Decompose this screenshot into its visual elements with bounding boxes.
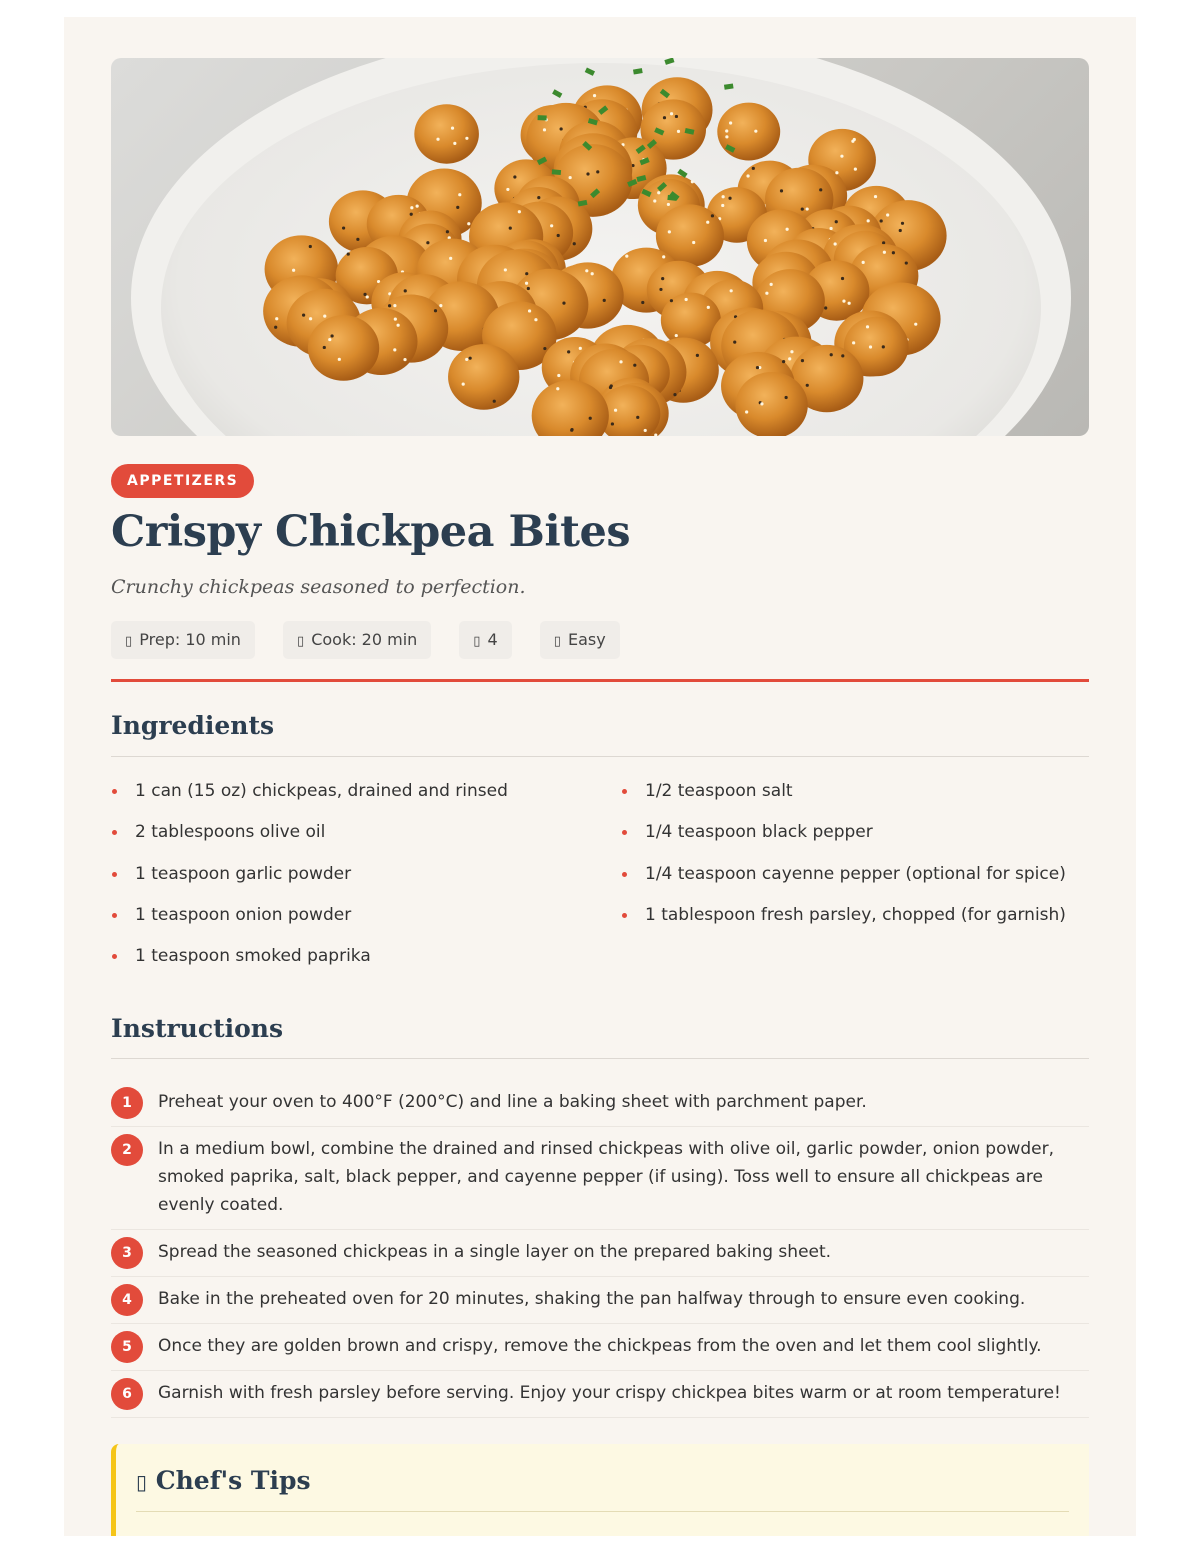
seasoning-speck [668, 230, 671, 233]
seasoning-speck [657, 191, 660, 194]
tips-divider [136, 1511, 1069, 1512]
seasoning-speck [338, 358, 341, 361]
seasoning-speck [667, 203, 670, 206]
seasoning-speck [905, 261, 908, 264]
seasoning-speck [725, 135, 728, 138]
seasoning-speck [782, 360, 785, 363]
seasoning-speck [691, 180, 694, 183]
seasoning-speck [302, 313, 305, 316]
seasoning-speck [659, 288, 662, 291]
chickpea [735, 372, 807, 436]
seasoning-speck [662, 255, 665, 258]
seasoning-speck [745, 410, 748, 413]
seasoning-speck [603, 299, 606, 302]
seasoning-speck [586, 172, 589, 175]
seasoning-speck [842, 300, 845, 303]
seasoning-speck [543, 128, 546, 131]
seasoning-speck [829, 227, 832, 230]
seasoning-speck [675, 334, 678, 337]
chefs-tips-box [111, 1444, 1089, 1536]
seasoning-speck [663, 116, 666, 119]
seasoning-speck [854, 168, 857, 171]
seasoning-speck [493, 400, 496, 403]
seasoning-speck [722, 195, 725, 198]
instruction-step [111, 1371, 1089, 1418]
ingredient-item: 1 tablespoon fresh parsley, chopped (for garnish) [621, 903, 1101, 944]
cook-time [283, 621, 431, 659]
recipe-meta [111, 621, 620, 659]
instruction-step [111, 1127, 1089, 1230]
instruction-step [111, 1080, 1089, 1127]
seasoning-speck [579, 347, 582, 350]
seasoning-speck [465, 358, 468, 361]
ingredient-item: 1/4 teaspoon cayenne pepper (optional for spice) [621, 862, 1101, 903]
seasoning-speck [292, 269, 295, 272]
step-number: 3 [111, 1237, 143, 1269]
seasoning-speck [404, 289, 407, 292]
seasoning-speck [393, 304, 396, 307]
seasoning-speck [835, 220, 838, 223]
seasoning-speck [867, 219, 870, 222]
seasoning-speck [557, 234, 560, 237]
instructions-list [111, 1080, 1089, 1418]
seasoning-speck [882, 345, 885, 348]
seasoning-speck [573, 242, 576, 245]
chefs-tips-heading [136, 1466, 311, 1495]
step-number: 2 [111, 1134, 143, 1166]
ingredient-item: 2 tablespoons olive oil [111, 820, 591, 861]
seasoning-speck [882, 241, 885, 244]
seasoning-speck [880, 219, 883, 222]
seasoning-speck [569, 176, 572, 179]
seasoning-speck [862, 261, 865, 264]
seasoning-speck [729, 121, 732, 124]
seasoning-speck [819, 188, 822, 191]
chickpea [308, 315, 379, 381]
seasoning-speck [465, 137, 468, 140]
seasoning-speck [328, 338, 331, 341]
seasoning-speck [765, 292, 768, 295]
seasoning-speck [330, 334, 333, 337]
seasoning-speck [746, 174, 749, 177]
seasoning-speck [786, 228, 789, 231]
seasoning-speck [274, 326, 277, 329]
chickpea [448, 344, 519, 410]
seasoning-speck [852, 341, 855, 344]
clock-icon: ▯ [125, 634, 133, 649]
seasoning-speck [525, 282, 528, 285]
header-divider [111, 679, 1089, 682]
seasoning-speck [528, 309, 531, 312]
seasoning-speck [397, 324, 400, 327]
seasoning-speck [543, 347, 546, 350]
seasoning-speck [309, 317, 312, 320]
seasoning-speck [764, 239, 767, 242]
seasoning-speck [462, 383, 465, 386]
seasoning-speck [633, 364, 636, 367]
seasoning-speck [556, 387, 559, 390]
seasoning-speck [416, 205, 419, 208]
seasoning-speck [670, 299, 673, 302]
seasoning-speck [513, 175, 516, 178]
seasoning-speck [439, 304, 442, 307]
lightbulb-icon: ▯ [136, 1470, 148, 1494]
prep-time [111, 621, 255, 659]
instructions-heading: Instructions [111, 1014, 284, 1043]
seasoning-speck [866, 325, 869, 328]
chive-garnish [667, 195, 677, 201]
seasoning-speck [806, 384, 809, 387]
seasoning-speck [609, 386, 612, 389]
chickpea [414, 104, 479, 163]
ingredient-item: 1 teaspoon onion powder [111, 903, 591, 944]
seasoning-speck [636, 416, 639, 419]
seasoning-speck [899, 229, 902, 232]
ingredients-list-right [621, 779, 1101, 944]
step-number: 1 [111, 1087, 143, 1119]
seasoning-speck [874, 195, 877, 198]
seasoning-speck [356, 238, 359, 241]
fire-icon: ▯ [296, 634, 305, 649]
ingredient-item: 1/2 teaspoon salt [621, 779, 1101, 820]
seasoning-speck [453, 142, 456, 145]
step-text: Spread the seasoned chickpeas in a single layer on the prepared baking sheet. [158, 1242, 832, 1262]
seasoning-speck [801, 359, 804, 362]
seasoning-speck [728, 197, 731, 200]
seasoning-speck [596, 170, 599, 173]
seasoning-speck [675, 115, 678, 118]
category-badge[interactable]: APPETIZERS [111, 464, 254, 498]
seasoning-speck [323, 346, 326, 349]
seasoning-speck [570, 429, 573, 432]
seasoning-speck [388, 304, 391, 307]
seasoning-speck [883, 251, 886, 254]
seasoning-speck [509, 227, 512, 230]
recipe-title: Crispy Chickpea Bites [111, 507, 631, 557]
servings [459, 621, 511, 659]
seasoning-speck [869, 345, 872, 348]
step-text: Once they are golden brown and crispy, remove the chickpeas from the oven and let them cool slightly. [158, 1336, 1042, 1356]
seasoning-speck [760, 402, 763, 405]
seasoning-speck [560, 127, 563, 130]
seasoning-speck [661, 277, 664, 280]
seasoning-speck [853, 138, 856, 141]
seasoning-speck [506, 188, 509, 191]
seasoning-speck [449, 257, 452, 260]
difficulty-label: Easy [567, 630, 606, 649]
seasoning-speck [841, 354, 844, 357]
ingredient-item: 1/4 teaspoon black pepper [621, 820, 1101, 861]
seasoning-speck [347, 252, 350, 255]
seasoning-speck [848, 302, 851, 305]
seasoning-speck [841, 277, 844, 280]
seasoning-speck [458, 193, 461, 196]
seasoning-speck [534, 318, 537, 321]
step-text: Bake in the preheated oven for 20 minutes, shaking the pan halfway through to ensure even cooking. [158, 1289, 1026, 1309]
seasoning-speck [754, 130, 757, 133]
seasoning-speck [562, 302, 565, 305]
seasoning-speck [323, 315, 326, 318]
seasoning-speck [467, 222, 470, 225]
cook-time-label: Cook: 20 min [311, 630, 418, 649]
seasoning-speck [366, 295, 369, 298]
seasoning-speck [706, 221, 709, 224]
seasoning-speck [557, 374, 560, 377]
seasoning-speck [446, 230, 449, 233]
seasoning-speck [670, 112, 673, 115]
seasoning-speck [824, 306, 827, 309]
seasoning-speck [785, 396, 788, 399]
seasoning-speck [518, 210, 521, 213]
seasoning-speck [550, 224, 553, 227]
seasoning-speck [614, 409, 617, 412]
seasoning-speck [721, 204, 724, 207]
ingredient-item: 1 teaspoon smoked paprika [111, 944, 591, 985]
seasoning-speck [589, 417, 592, 420]
seasoning-speck [275, 317, 278, 320]
chive-garnish [538, 115, 547, 120]
instructions-divider [111, 1058, 1089, 1059]
seasoning-speck [469, 357, 472, 360]
seasoning-speck [840, 155, 843, 158]
seasoning-speck [625, 255, 628, 258]
recipe-card [64, 17, 1136, 1536]
seasoning-speck [892, 251, 895, 254]
difficulty [540, 621, 620, 659]
seasoning-speck [730, 289, 733, 292]
seasoning-speck [685, 298, 688, 301]
chart-icon: ▯ [553, 634, 561, 649]
seasoning-speck [309, 245, 312, 248]
recipe-subtitle: Crunchy chickpeas seasoned to perfection. [111, 576, 526, 598]
chefs-tips-label: Chef's Tips [155, 1466, 311, 1495]
seasoning-speck [342, 226, 345, 229]
ingredients-divider [111, 756, 1089, 757]
step-text: In a medium bowl, combine the drained and rinsed chickpeas with olive oil, garlic powder, onion powder, smoked paprika, salt, black pepper, and cayenne pepper (if using). Toss well to ensure all chickpeas are evenly coated. [158, 1139, 1055, 1215]
seasoning-speck [835, 171, 838, 174]
ingredient-item: 1 can (15 oz) chickpeas, drained and rinsed [111, 779, 591, 820]
seasoning-speck [394, 317, 397, 320]
seasoning-speck [834, 242, 837, 245]
ingredient-item: 1 teaspoon garlic powder [111, 862, 591, 903]
seasoning-speck [790, 350, 793, 353]
seasoning-speck [711, 214, 714, 217]
seasoning-speck [801, 208, 804, 211]
seasoning-speck [806, 207, 809, 210]
seasoning-speck [696, 354, 699, 357]
seasoning-speck [403, 358, 406, 361]
seasoning-speck [619, 360, 622, 363]
chive-garnish [552, 169, 561, 175]
seasoning-speck [707, 306, 710, 309]
instruction-step [111, 1277, 1089, 1324]
chickpea-bowl-illustration [111, 58, 1089, 436]
seasoning-speck [410, 213, 413, 216]
seasoning-speck [830, 353, 833, 356]
seasoning-speck [725, 129, 728, 132]
seasoning-speck [426, 241, 429, 244]
seasoning-speck [393, 348, 396, 351]
seasoning-speck [733, 341, 736, 344]
step-text: Garnish with fresh parsley before serving. Enjoy your crispy chickpea bites warm or at room temperature! [158, 1383, 1061, 1403]
seasoning-speck [653, 199, 656, 202]
instruction-step [111, 1230, 1089, 1277]
recipe-hero-image [111, 58, 1089, 436]
seasoning-speck [677, 130, 680, 133]
seasoning-speck [451, 127, 454, 130]
seasoning-speck [788, 357, 791, 360]
seasoning-speck [644, 429, 647, 432]
people-icon: ▯ [473, 634, 481, 649]
instruction-step [111, 1324, 1089, 1371]
seasoning-speck [567, 350, 570, 353]
seasoning-speck [456, 206, 459, 209]
seasoning-speck [673, 393, 676, 396]
seasoning-speck [436, 138, 439, 141]
seasoning-speck [363, 293, 366, 296]
seasoning-speck [641, 301, 644, 304]
servings-label: 4 [487, 630, 498, 649]
step-number: 4 [111, 1284, 143, 1316]
seasoning-speck [591, 272, 594, 275]
seasoning-speck [593, 94, 596, 97]
seasoning-speck [770, 283, 773, 286]
seasoning-speck [504, 268, 507, 271]
seasoning-speck [585, 269, 588, 272]
step-number: 6 [111, 1378, 143, 1410]
seasoning-speck [434, 309, 437, 312]
ingredients-heading: Ingredients [111, 711, 275, 740]
step-number: 5 [111, 1331, 143, 1363]
seasoning-speck [752, 167, 755, 170]
seasoning-speck [780, 189, 783, 192]
seasoning-speck [527, 287, 530, 290]
ingredients-list-left [111, 779, 591, 985]
seasoning-speck [756, 366, 759, 369]
seasoning-speck [611, 422, 614, 425]
seasoning-speck [886, 213, 889, 216]
seasoning-speck [525, 272, 528, 275]
step-text: Preheat your oven to 400°F (200°C) and line a baking sheet with parchment paper. [158, 1092, 867, 1112]
prep-time-label: Prep: 10 min [139, 630, 241, 649]
seasoning-speck [537, 196, 540, 199]
seasoning-speck [692, 241, 695, 244]
seasoning-speck [901, 222, 904, 225]
seasoning-speck [914, 323, 917, 326]
seasoning-speck [410, 206, 413, 209]
